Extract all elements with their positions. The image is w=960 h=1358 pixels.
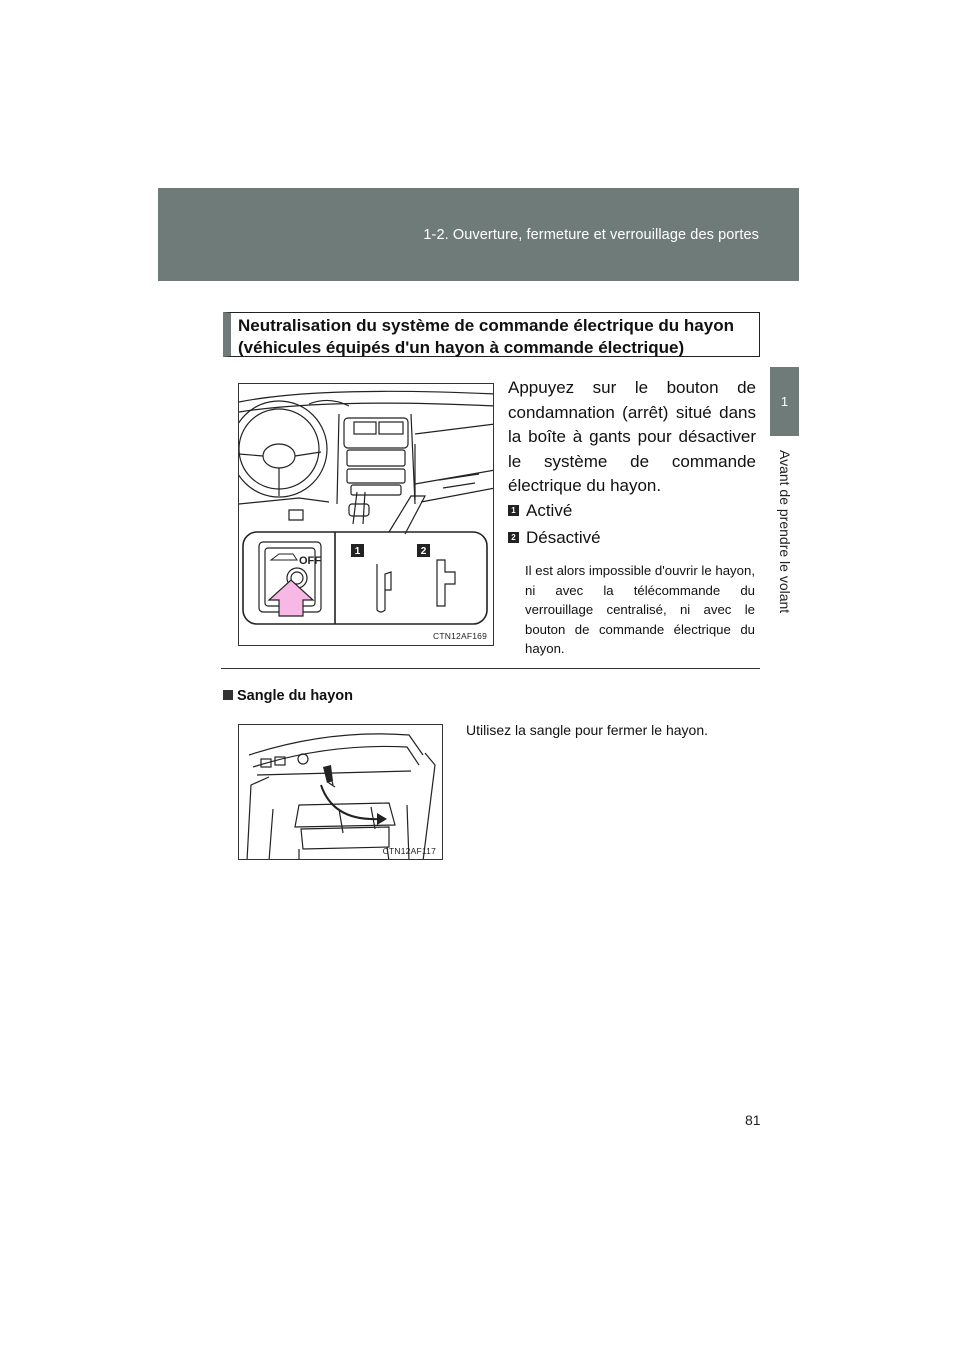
list-number-1: 1: [508, 505, 519, 516]
side-tab-number: 1: [780, 394, 789, 409]
figure1-caption: CTN12AF169: [433, 631, 487, 641]
marker-2-text: 2: [420, 546, 427, 557]
figure2-caption: CTN12AF117: [382, 846, 436, 856]
pink-press-arrow-icon: [269, 580, 313, 616]
list-label-active: Activé: [526, 501, 573, 520]
instruction-text: Appuyez sur le bouton de condamnation (arrêt) situé dans la boîte à gants pour désactiver le système de commande électrique du hayon.: [508, 378, 756, 495]
page-number: 81: [745, 1112, 761, 1128]
list-item-active: [508, 501, 572, 521]
off-label: OFF: [299, 555, 321, 567]
section-title-line1: Neutralisation du système de commande électrique du hayon: [238, 316, 734, 335]
tailgate-drawing: [239, 725, 443, 860]
section-title-box: [223, 312, 760, 357]
note-text: Il est alors impossible d'ouvrir le hayon, ni avec la télécommande du verrouillage centralisé, ni avec le bouton de commande électrique du hayon.: [525, 563, 755, 656]
header-band: [158, 188, 799, 281]
section-divider: [221, 668, 760, 669]
strap-handle-icon: [323, 765, 333, 783]
dashboard-drawing: [239, 384, 494, 646]
curved-arrow-head-icon: [377, 813, 387, 825]
list-number-2: 2: [508, 532, 519, 543]
side-tab[interactable]: [770, 367, 799, 436]
subsection-heading: [223, 688, 353, 704]
section-title-line2: (véhicules équipés d'un hayon à commande électrique): [238, 338, 685, 357]
dashboard-illustration: [238, 383, 494, 646]
list-label-inactive: Désactivé: [526, 528, 601, 547]
tailgate-strap-illustration: [238, 724, 443, 860]
subsection-title: Sangle du hayon: [237, 688, 354, 704]
car-icon: [271, 554, 297, 560]
square-bullet-icon: [223, 690, 233, 700]
side-tab-label: [770, 436, 799, 736]
list-item-inactive: [508, 528, 601, 548]
strap-text: Utilisez la sangle pour fermer le hayon.: [466, 722, 709, 738]
side-tab-label-text: Avant de prendre le volant: [776, 450, 793, 614]
marker-1-text: 1: [354, 546, 361, 557]
chapter-title: 1-2. Ouverture, fermeture et verrouillage des portes: [423, 227, 759, 243]
